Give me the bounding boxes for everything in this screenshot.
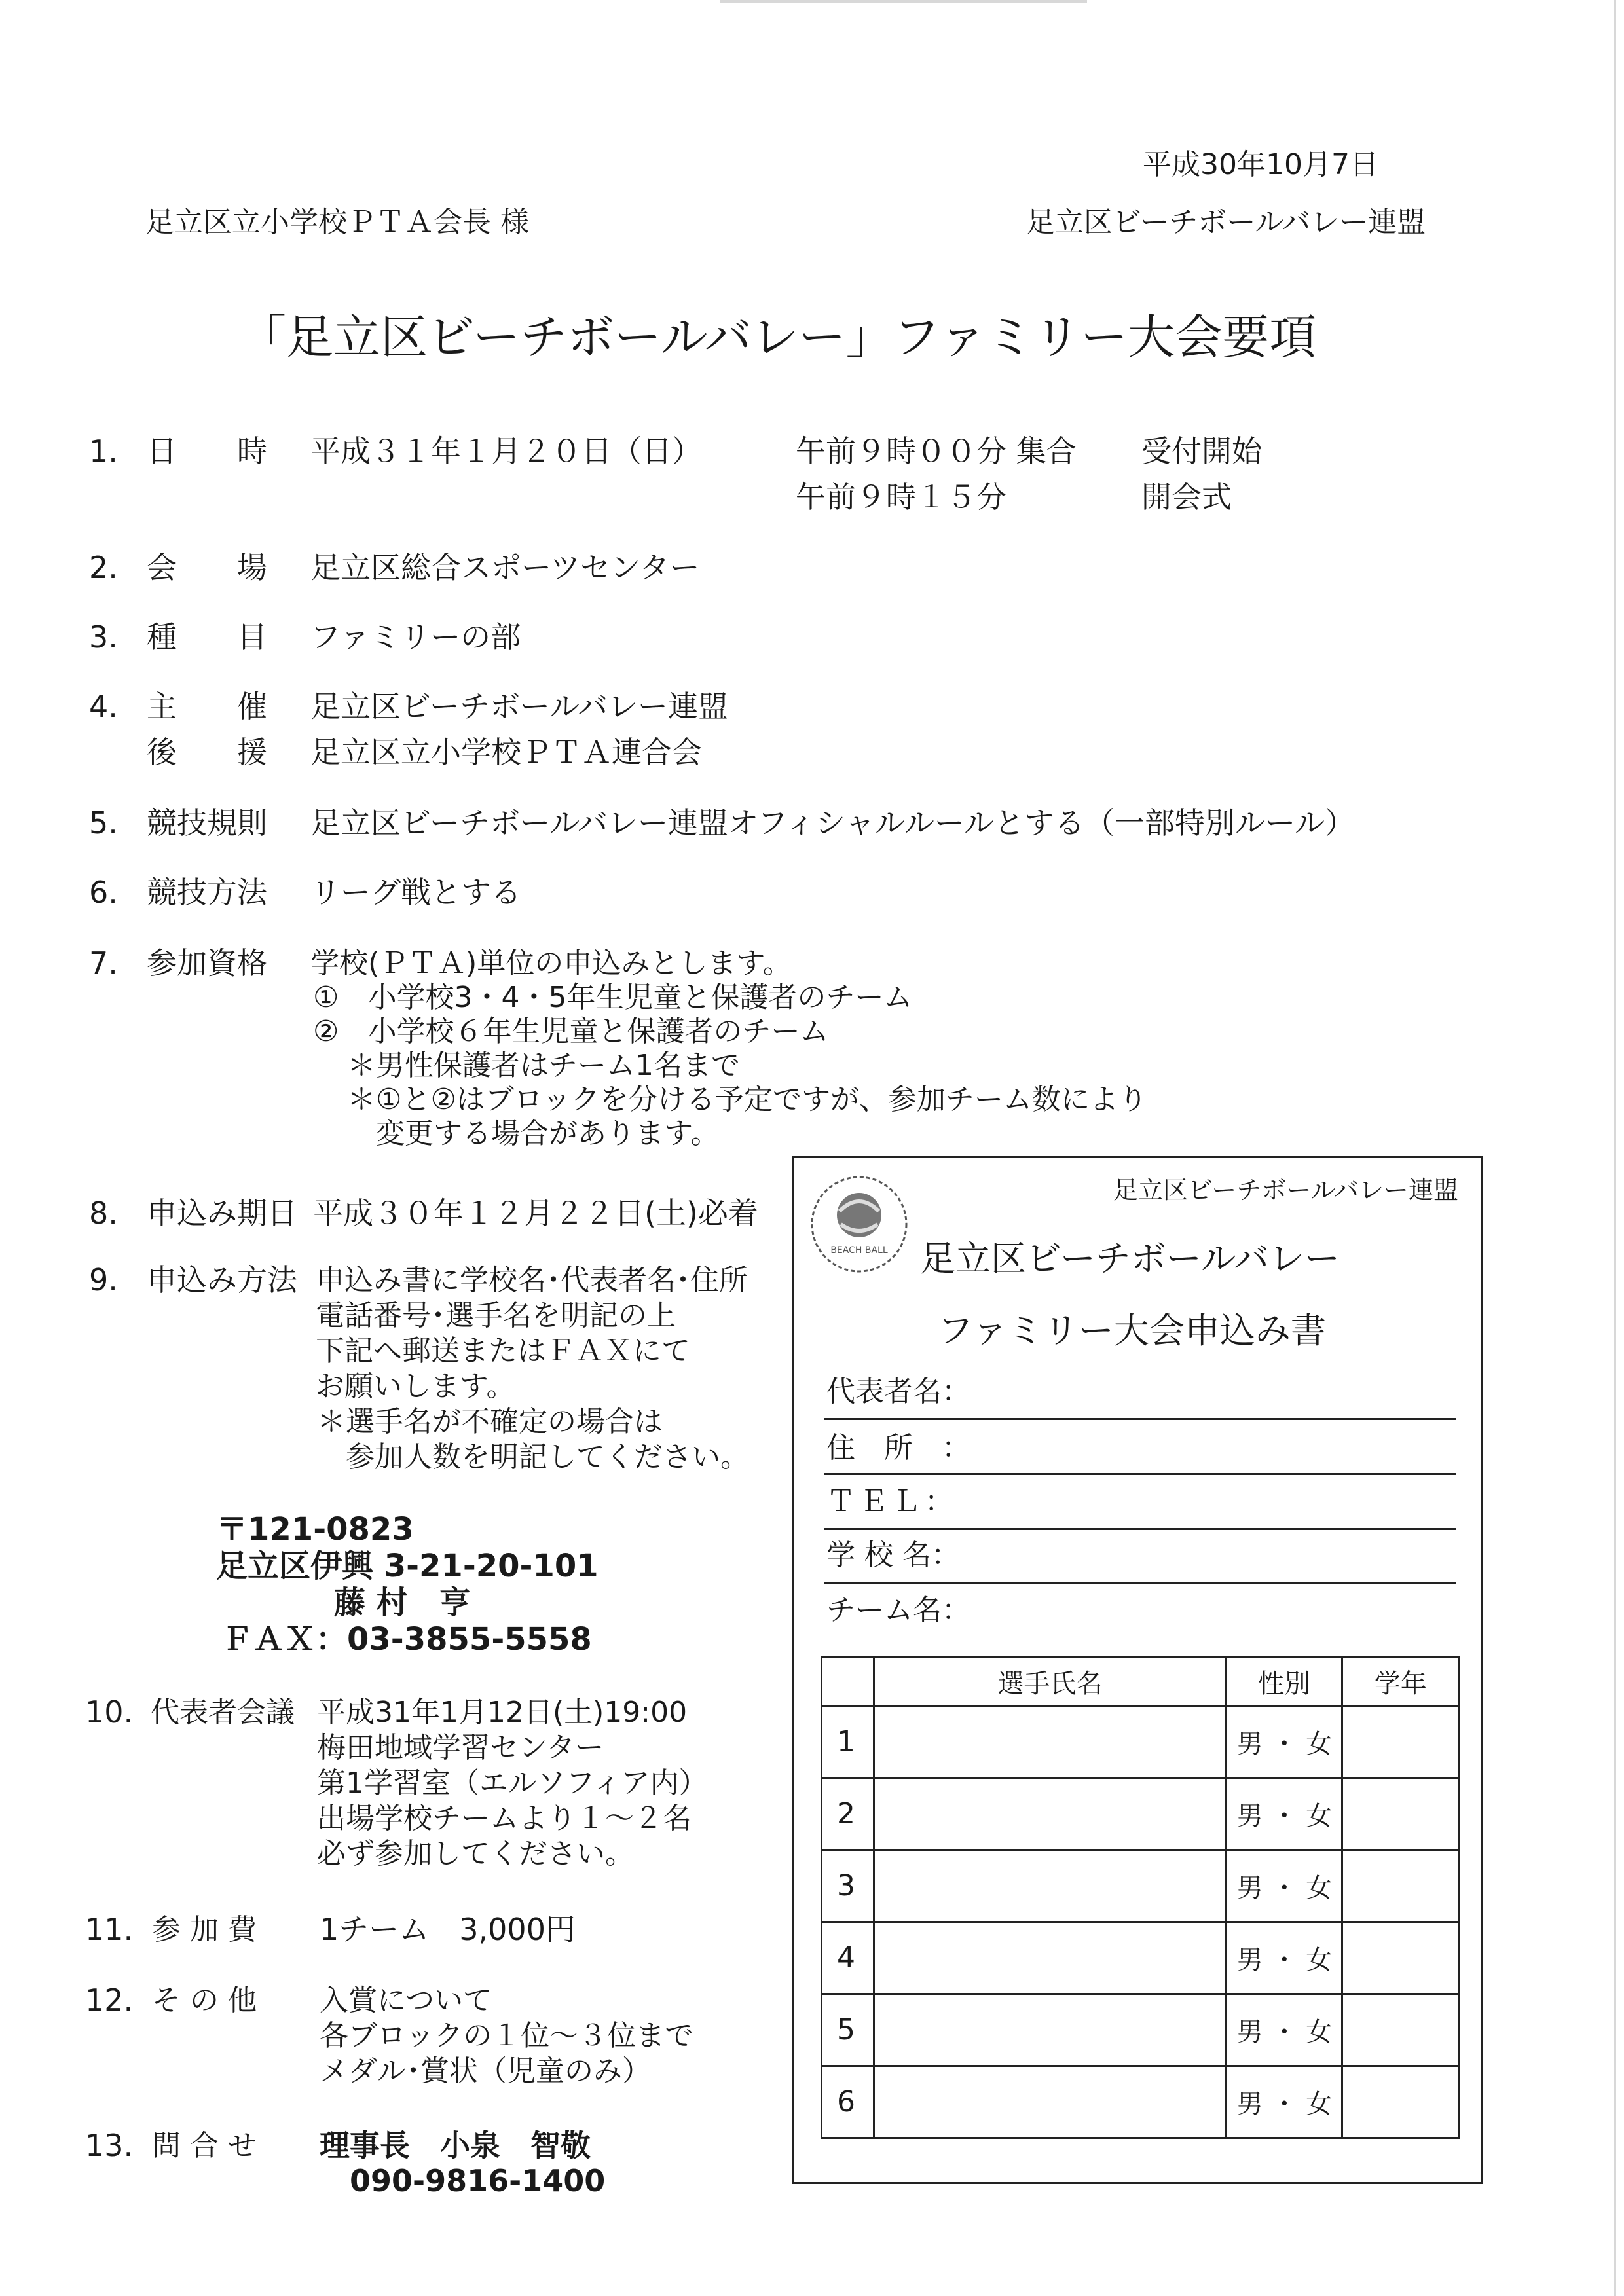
- player-name-cell[interactable]: [874, 1850, 1226, 1922]
- field-school-line[interactable]: [824, 1582, 1456, 1584]
- grade-cell[interactable]: [1342, 2066, 1459, 2138]
- item-12-line-3: メダル･賞状（児童のみ）: [320, 2054, 651, 2088]
- item-12-number: 12.: [85, 1982, 134, 2018]
- player-roster-table: [821, 1656, 1460, 2139]
- item-3-number: 3.: [89, 619, 118, 655]
- gender-option[interactable]: 男 ・ 女: [1227, 1778, 1342, 1850]
- table-row: [822, 1922, 1459, 1994]
- item-7-line-1: 学校(ＰＴＡ)単位の申込みとします。: [310, 947, 792, 980]
- item-9-line-1: 申込み書に学校名･代表者名･住所: [316, 1264, 748, 1297]
- player-name-cell[interactable]: [874, 1922, 1226, 1994]
- document-title: 「足立区ビーチボールバレー」ファミリー大会要項: [239, 310, 1317, 365]
- field-school-label: 学 校 名：: [826, 1539, 960, 1572]
- addressee: 足立区立小学校ＰＴＡ会長 様: [145, 206, 529, 239]
- roster-header-gender: 性別: [1227, 1658, 1342, 1706]
- scan-edge-right: [1614, 0, 1616, 2296]
- item-1-number: 1.: [89, 433, 118, 469]
- item-10-line-4: 出場学校チームより１～２名: [317, 1802, 692, 1835]
- document-date: 平成30年10月7日: [1143, 148, 1378, 181]
- player-name-cell[interactable]: [874, 1706, 1226, 1778]
- item-10-line-5: 必ず参加してください。: [317, 1837, 634, 1870]
- item-2-number: 2.: [89, 550, 118, 585]
- logo-text: BEACH BALL: [830, 1245, 888, 1256]
- gender-option[interactable]: 男 ・ 女: [1227, 1850, 1342, 1922]
- item-5-label: 競技規則: [147, 805, 267, 841]
- fax-number: ＦＡＸ：03-3855-5558: [221, 1621, 592, 1658]
- item-1-date: 平成３１年１月２０日（日）: [310, 433, 702, 469]
- item-7-line-3: ② 小学校６年生児童と保護者のチーム: [313, 1015, 829, 1048]
- item-10-line-1: 平成31年1月12日(土)19:00: [317, 1696, 688, 1729]
- item-12-label: そ の 他: [152, 1984, 257, 2017]
- row-number: 3: [822, 1850, 874, 1922]
- item-5-value: 足立区ビーチボールバレー連盟オフィシャルルールとする（一部特別ルール）: [310, 805, 1356, 841]
- item-10-label: 代表者会議: [151, 1696, 295, 1729]
- table-row: [822, 1778, 1459, 1850]
- roster-header-grade: 学年: [1342, 1658, 1459, 1706]
- item-7-line-6: 変更する場合があります。: [376, 1117, 720, 1150]
- item-10-number: 10.: [85, 1694, 134, 1730]
- gender-option[interactable]: 男 ・ 女: [1227, 2066, 1342, 2138]
- item-6-value: リーグ戦とする: [310, 875, 521, 910]
- field-representative-line[interactable]: [824, 1418, 1456, 1420]
- item-8-value: 平成３０年１２月２２日(土)必着: [313, 1195, 758, 1231]
- roster-header-name: 選手氏名: [874, 1658, 1226, 1706]
- item-7-number: 7.: [89, 945, 118, 981]
- item-3-label: 種 目: [147, 619, 267, 655]
- item-4-value: 足立区ビーチボールバレー連盟: [310, 689, 729, 724]
- table-row: [822, 2066, 1459, 2138]
- item-9-line-5: ＊選手名が不確定の場合は: [317, 1405, 663, 1438]
- field-team-label: チーム名：: [826, 1594, 970, 1627]
- grade-cell[interactable]: [1342, 1994, 1459, 2066]
- item-9-line-2: 電話番号･選手名を明記の上: [316, 1299, 676, 1332]
- row-number: 1: [822, 1706, 874, 1778]
- item-1-time-gather: 午前９時００分 集合: [796, 433, 1077, 469]
- item-6-label: 競技方法: [147, 875, 267, 910]
- item-8-number: 8.: [89, 1195, 118, 1231]
- item-9-line-4: お願いします。: [316, 1370, 515, 1403]
- item-7-line-4: ＊男性保護者はチーム1名まで: [347, 1049, 740, 1082]
- item-11-label: 参 加 費: [152, 1913, 257, 1946]
- item-9-line-6: 参加人数を明記してください。: [346, 1440, 749, 1474]
- row-number: 6: [822, 2066, 874, 2138]
- item-12-line-2: 各ブロックの１位～３位まで: [320, 2019, 694, 2052]
- item-1-event-gather: 受付開始: [1141, 433, 1262, 469]
- form-org-name: 足立区ビーチボールバレー連盟: [1113, 1176, 1459, 1205]
- item-11-value: 1チーム 3,000円: [320, 1912, 576, 1947]
- sender: 足立区ビーチボールバレー連盟: [1026, 206, 1426, 239]
- item-2-label: 会 場: [147, 550, 267, 585]
- item-11-number: 11.: [85, 1912, 134, 1947]
- item-12-line-1: 入賞について: [320, 1984, 492, 2017]
- item-7-label: 参加資格: [147, 945, 267, 981]
- player-name-cell[interactable]: [874, 2066, 1226, 2138]
- postal-code: 〒121-0823: [216, 1511, 414, 1548]
- item-4-label2: 後 援: [147, 735, 267, 770]
- gender-option[interactable]: 男 ・ 女: [1227, 1706, 1342, 1778]
- form-title-1: 足立区ビーチボールバレー: [920, 1238, 1340, 1279]
- item-13-line-1: 理事長 小泉 智敬: [320, 2128, 591, 2163]
- item-1-label: 日 時: [147, 433, 267, 469]
- item-13-label: 問 合 せ: [152, 2129, 257, 2162]
- item-1-event-opening: 開会式: [1141, 479, 1232, 515]
- item-13-number: 13.: [85, 2128, 134, 2163]
- table-row: [822, 1994, 1459, 2066]
- street-address: 足立区伊興 3-21-20-101: [216, 1548, 599, 1584]
- player-name-cell[interactable]: [874, 1778, 1226, 1850]
- item-9-label: 申込み方法: [147, 1262, 297, 1298]
- item-2-value: 足立区総合スポーツセンター: [310, 550, 700, 585]
- row-number: 2: [822, 1778, 874, 1850]
- beach-ball-logo: [807, 1172, 912, 1277]
- grade-cell[interactable]: [1342, 1850, 1459, 1922]
- item-4-number: 4.: [89, 689, 118, 724]
- field-representative-label: 代表者名：: [826, 1375, 970, 1408]
- item-9-line-3: 下記へ郵送またはＦＡＸにて: [316, 1334, 690, 1368]
- row-number: 5: [822, 1994, 874, 2066]
- grade-cell[interactable]: [1342, 1706, 1459, 1778]
- grade-cell[interactable]: [1342, 1778, 1459, 1850]
- row-number: 4: [822, 1922, 874, 1994]
- roster-header-number: [822, 1658, 874, 1706]
- scan-edge-top: [720, 0, 1087, 3]
- item-7-line-2: ① 小学校3・4・5年生児童と保護者のチーム: [313, 981, 913, 1014]
- field-address-line[interactable]: [824, 1473, 1456, 1475]
- item-1-time-opening: 午前９時１５分: [796, 479, 1006, 515]
- grade-cell[interactable]: [1342, 1922, 1459, 1994]
- item-7-line-5: ＊①と②はブロックを分ける予定ですが、参加チーム数により: [347, 1083, 1148, 1116]
- item-5-number: 5.: [89, 805, 118, 841]
- gender-option[interactable]: 男 ・ 女: [1227, 1922, 1342, 1994]
- item-10-line-2: 梅田地域学習センター: [317, 1731, 604, 1764]
- contact-name: 藤 村 亨: [334, 1584, 471, 1621]
- item-9-number: 9.: [89, 1262, 118, 1298]
- player-name-cell[interactable]: [874, 1994, 1226, 2066]
- form-title-2: ファミリー大会申込み書: [938, 1310, 1326, 1351]
- item-6-number: 6.: [89, 875, 118, 910]
- gender-option[interactable]: 男 ・ 女: [1227, 1994, 1342, 2066]
- item-10-line-3: 第1学習室（エルソフィア内）: [317, 1766, 708, 1800]
- field-tel-label: ＴＥＬ：: [826, 1485, 957, 1518]
- field-address-label: 住 所 ：: [826, 1431, 970, 1465]
- roster-header-row: [822, 1658, 1459, 1706]
- item-4-label: 主 催: [147, 689, 267, 724]
- item-3-value: ファミリーの部: [310, 619, 521, 655]
- table-row: [822, 1706, 1459, 1778]
- field-tel-line[interactable]: [824, 1528, 1456, 1530]
- item-13-line-2: 090-9816-1400: [350, 2163, 606, 2198]
- item-4-value2: 足立区立小学校ＰＴＡ連合会: [310, 735, 702, 770]
- table-row: [822, 1850, 1459, 1922]
- item-8-label: 申込み期日: [147, 1195, 297, 1231]
